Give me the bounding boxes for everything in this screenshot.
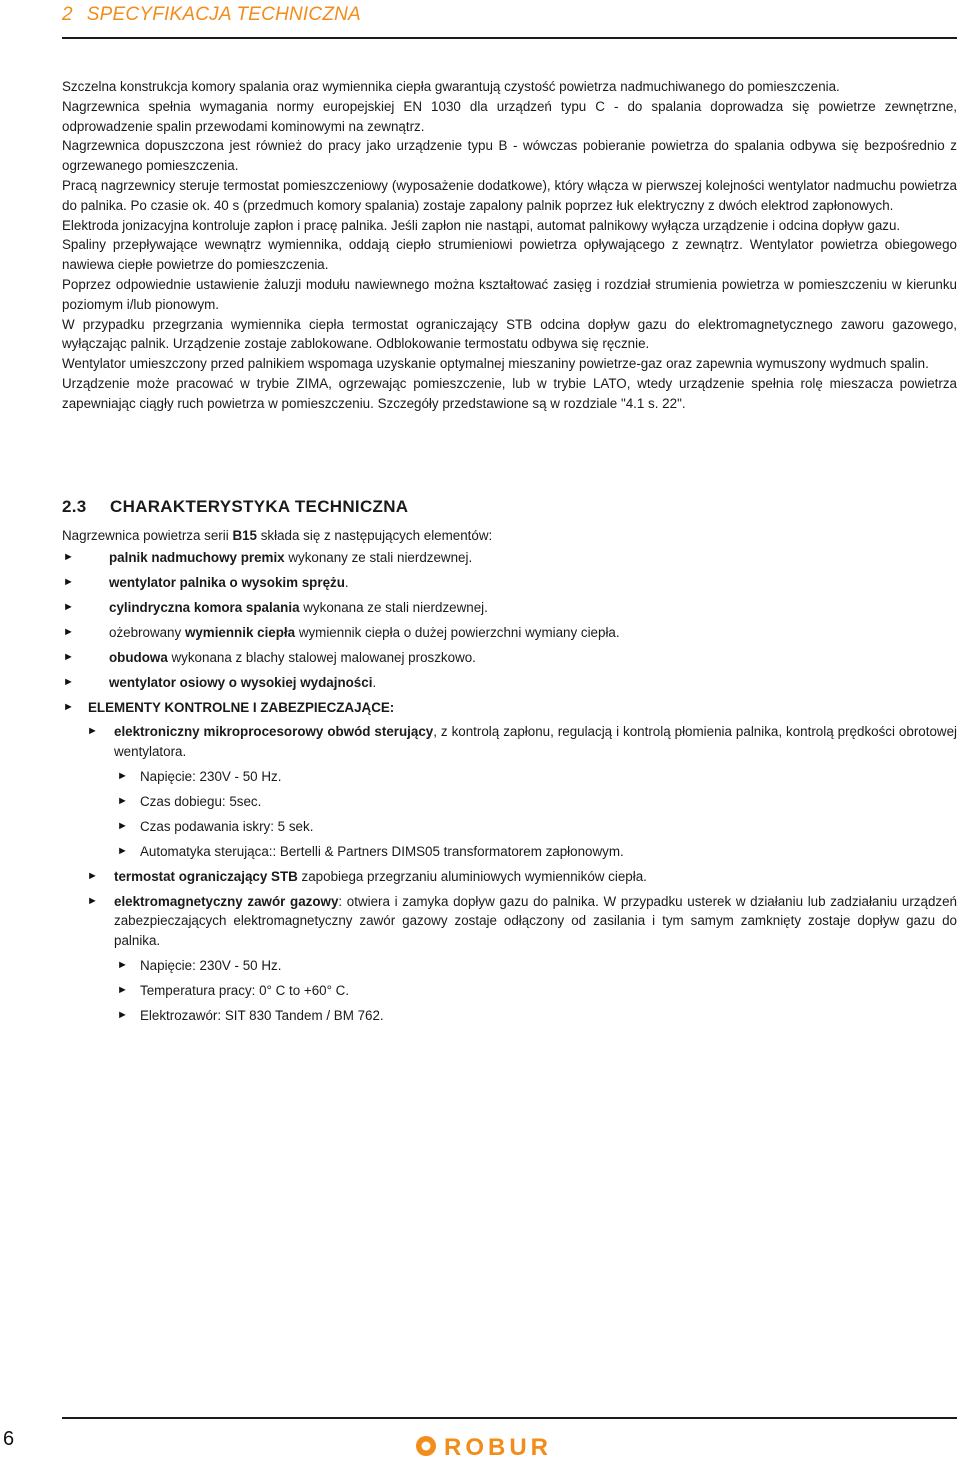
section-intro bbox=[62, 526, 957, 546]
paragraph: Urządzenie może pracować w trybie ZIMA, ogrzewając pomieszczenie, lub w trybie LATO, wtedy urządzenie spełnia rolę mieszacza powietrza zapewniając ciągły ruch powietrza w pomieszczeniu. Szczegóły przedstawione są w rozdziale "4.1 s. 22". bbox=[62, 375, 957, 411]
item-text: wymiennik ciepła o dużej powierzchni wymiany ciepła. bbox=[295, 624, 620, 640]
page-number: 6 bbox=[3, 1428, 15, 1450]
bullet-icon: ► bbox=[117, 819, 128, 832]
bullet-icon: ► bbox=[117, 769, 128, 782]
list-item bbox=[62, 648, 957, 668]
spec-text: Napięcie: 230V - 50 Hz. bbox=[140, 768, 282, 784]
bullet-icon: ► bbox=[63, 600, 74, 613]
spec-text: Czas podawania iskry: 5 sek. bbox=[140, 818, 314, 834]
item-bold: elektroniczny mikroprocesorowy obwód sterujący bbox=[114, 724, 434, 740]
list-item bbox=[62, 623, 957, 643]
bullet-icon: ► bbox=[63, 650, 74, 663]
bullet-icon: ► bbox=[63, 575, 74, 588]
list-item bbox=[62, 548, 957, 568]
bullet-icon: ► bbox=[63, 625, 74, 638]
paragraph: Nagrzewnica dopuszczona jest również do pracy jako urządzenie typu B - wówczas pobieranie powietrza do spalania odbywa się bezpośrednio z ogrzewanego pomieszczenia. bbox=[62, 138, 957, 174]
item-text: wykonana z blachy stalowej malowanej proszkowo. bbox=[167, 649, 476, 665]
bullet-icon: ► bbox=[63, 550, 74, 563]
chapter-title bbox=[62, 4, 960, 26]
item-text: ożebrowany bbox=[109, 624, 185, 640]
header-divider bbox=[62, 37, 957, 39]
chapter-number: 2 bbox=[62, 4, 73, 25]
logo-text: ROBUR bbox=[444, 1434, 552, 1459]
chapter-title-text: SPECYFIKACJA TECHNICZNA bbox=[86, 4, 361, 25]
page-header bbox=[62, 4, 960, 26]
section-technical-characteristics bbox=[62, 497, 957, 1031]
paragraph: Nagrzewnica spełnia wymagania normy europejskiej EN 1030 dla urządzeń typu C - do spalania doprowadza się powietrze zewnętrzne, odprowadzenie spalin przewodami kominowymi na zewnątrz. bbox=[62, 98, 957, 134]
spec-text: Elektrozawór: SIT 830 Tandem / BM 762. bbox=[140, 1007, 384, 1023]
item-bold: cylindryczna komora spalania bbox=[109, 599, 300, 615]
bullet-icon: ► bbox=[117, 959, 128, 972]
item-text: , z kontrolą zapłonu, regulacją i kontrolą płomienia palnika, kontrolą prędkości obrotowej wentylatora. bbox=[114, 724, 957, 760]
bullet-icon: ► bbox=[117, 794, 128, 807]
spec-item bbox=[62, 792, 957, 812]
bullet-icon: ► bbox=[87, 894, 98, 907]
list-item-ecu bbox=[62, 722, 957, 762]
bullet-icon: ► bbox=[117, 1008, 128, 1021]
paragraph: Pracą nagrzewnicy steruje termostat pomieszczeniowy (wyposażenie dodatkowe), który włącza w pierwszej kolejności wentylator nadmuchu powietrza do palnika. Po czasie ok. 40 s (przedmuch komory spalania) zostaje zapalony palnik poprzez łuk elektryczny z dwóch elektrod zapłonowych. bbox=[62, 177, 957, 213]
controls-heading-text: ELEMENTY KONTROLNE I ZABEZPIECZAJĄCE: bbox=[88, 699, 395, 715]
list-item-gas-valve bbox=[62, 892, 957, 951]
spec-text: Napięcie: 230V - 50 Hz. bbox=[140, 958, 282, 974]
section-title: CHARAKTERYSTYKA TECHNICZNA bbox=[110, 497, 409, 516]
item-bold: wentylator osiowy o wysokiej wydajności bbox=[109, 674, 373, 690]
paragraph: Szczelna konstrukcja komory spalania oraz wymiennika ciepła gwarantują czystość powietrza nadmuchiwanego do pomieszczenia. bbox=[62, 79, 840, 94]
bullet-icon: ► bbox=[63, 675, 74, 688]
body-text bbox=[62, 77, 957, 414]
item-text: . bbox=[372, 674, 377, 690]
spec-item bbox=[62, 817, 957, 837]
list-item-stb bbox=[62, 867, 957, 887]
paragraph: Elektroda jonizacyjna kontroluje zapłon i pracę palnika. Jeśli zapłon nie nastąpi, automat palnikowy wyłącza urządzenie i odcina dopływ gazu. bbox=[62, 217, 901, 233]
spec-text: Automatyka sterująca:: Bertelli & Partners DIMS05 transformatorem zapłonowym. bbox=[140, 843, 624, 859]
spec-item bbox=[62, 767, 957, 787]
bullet-icon: ► bbox=[63, 700, 74, 713]
bullet-icon: ► bbox=[87, 869, 98, 882]
item-bold: wentylator palnika o wysokim sprężu bbox=[109, 574, 345, 590]
spec-item bbox=[62, 956, 957, 976]
components-list bbox=[62, 548, 957, 1026]
footer-divider bbox=[62, 1417, 957, 1419]
item-text: . bbox=[344, 574, 349, 590]
bullet-icon: ► bbox=[117, 984, 128, 996]
spec-item bbox=[62, 1006, 957, 1026]
controls-heading bbox=[62, 698, 957, 718]
intro-text: składa się z następujących elementów: bbox=[257, 527, 493, 543]
intro-text: Nagrzewnica powietrza serii bbox=[62, 527, 233, 543]
paragraph: Poprzez odpowiednie ustawienie żaluzji modułu nawiewnego można kształtować zasięg i rozdział strumienia powietrza w pomieszczeniu w kierunku poziomym i/lub pionowym. bbox=[62, 276, 957, 312]
section-heading bbox=[62, 497, 957, 517]
item-text: : otwiera i zamyka dopływ gazu do palnika. W przypadku usterek w działaniu lub zadziałaniu urządzeń zabezpieczających elektromagnetyczny zawór gazowy zostaje odłączony od zasilania i tym samym zamknięty zostaje dopływ gazu do palnika. bbox=[114, 893, 957, 949]
list-item bbox=[62, 673, 957, 693]
spec-text: Temperatura pracy: 0° C to +60° C. bbox=[140, 983, 350, 998]
list-item bbox=[62, 598, 957, 618]
item-bold: wymiennik ciepła bbox=[184, 624, 296, 640]
paragraph: W przypadku przegrzania wymiennika ciepła termostat ograniczający STB odcina dopływ gazu do elektromagnetycznego zaworu gazowego, wyłączając palnik. Urządzenie zostaje zablokowane. Odblokowanie termostatu odbywa się ręcznie. bbox=[62, 316, 957, 352]
item-bold: elektromagnetyczny zawór gazowy bbox=[114, 893, 339, 909]
item-text: wykonany ze stali nierdzewnej. bbox=[284, 549, 473, 565]
paragraph: Wentylator umieszczony przed palnikiem wspomaga uzyskanie optymalnej mieszaniny powietrze-gaz oraz zapewnia wymuszony wydmuch spalin. bbox=[62, 356, 929, 372]
spec-item bbox=[62, 842, 957, 862]
series-name: B15 bbox=[232, 527, 258, 543]
item-text: wykonana ze stali nierdzewnej. bbox=[299, 599, 488, 615]
bullet-icon: ► bbox=[117, 844, 128, 857]
item-bold: palnik nadmuchowy premix bbox=[109, 549, 285, 565]
bullet-icon: ► bbox=[87, 725, 98, 738]
item-bold: termostat ograniczający STB bbox=[114, 868, 298, 884]
item-bold: obudowa bbox=[109, 649, 168, 665]
list-item bbox=[62, 573, 957, 593]
spec-text: Czas dobiegu: 5sec. bbox=[140, 793, 262, 809]
robur-logo bbox=[414, 1433, 604, 1459]
spec-item bbox=[62, 981, 957, 1001]
paragraph: Spaliny przepływające wewnątrz wymiennika, oddają ciepło strumieniowi powietrza opływającego z zewnątrz. Wentylator powietrza obiegowego nawiewa ciepłe powietrze do pomieszczenia. bbox=[62, 237, 957, 273]
item-text: zapobiega przegrzaniu aluminiowych wymienników ciepła. bbox=[297, 868, 647, 884]
section-number: 2.3 bbox=[62, 497, 87, 516]
